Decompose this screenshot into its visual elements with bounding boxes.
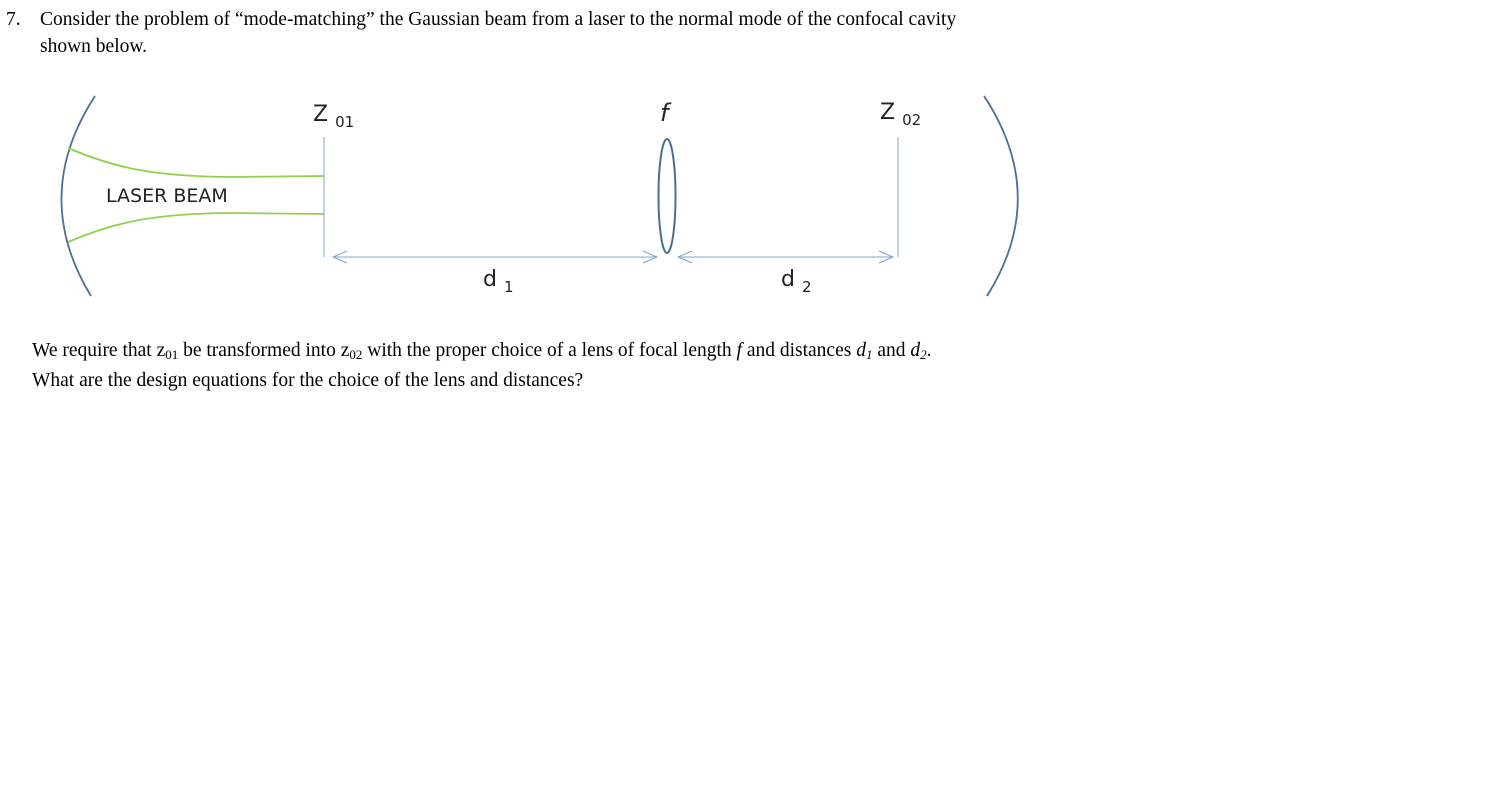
right-mirror: [984, 96, 1018, 296]
d1-label: [483, 267, 514, 296]
z01-label-sub: 01: [335, 113, 355, 131]
d1-symbol: d: [856, 340, 866, 361]
question-text-part: be transformed into z: [178, 340, 350, 361]
focal-length-symbol: f: [736, 340, 742, 361]
d1-subscript: 1: [865, 347, 873, 362]
d2-subscript: 2: [920, 347, 927, 362]
d1-label-sub: 1: [503, 278, 514, 296]
problem-intro-line-1: Consider the problem of “mode-matching” the Gaussian beam from a laser to the normal mode of the confocal cavity: [40, 9, 957, 30]
question-text-part: We require that z: [32, 340, 166, 361]
question-text-part: .: [926, 340, 932, 361]
lens-focal-length-label: f: [660, 99, 669, 127]
z02-label: [880, 100, 921, 129]
left-mirror: [61, 96, 95, 296]
problem-number: 7.: [6, 9, 21, 30]
z02-subscript: 02: [349, 347, 363, 362]
question-text: [32, 338, 1092, 394]
question-line-2: What are the design equations for the choice of the lens and distances?: [32, 370, 584, 391]
d2-label: [781, 267, 812, 296]
problem-intro-line-2: shown below.: [40, 36, 148, 57]
laser-beam-upper-edge: [68, 148, 324, 177]
d1-label-main: d: [483, 267, 497, 292]
question-line-1: [32, 338, 1092, 368]
z02-label-main: Z: [880, 100, 896, 125]
question-text-part: and: [872, 340, 911, 361]
d2-symbol: d: [910, 340, 921, 361]
lens: [659, 139, 676, 253]
z01-label: [313, 102, 354, 131]
laser-beam-lower-edge: [68, 213, 324, 242]
d2-dimension-arrow: [678, 251, 893, 263]
d1-dimension-arrow: [333, 251, 657, 263]
z01-label-main: Z: [313, 102, 329, 127]
z02-label-sub: 02: [902, 111, 922, 129]
d2-label-sub: 2: [801, 278, 812, 296]
z01-subscript: 01: [165, 347, 179, 362]
laser-beam-label: LASER BEAM: [106, 185, 228, 207]
question-text-part: and distances: [741, 340, 857, 361]
question-text-part: with the proper choice of a lens of focal length: [362, 340, 737, 361]
d2-label-main: d: [781, 267, 795, 292]
mode-matching-diagram: [0, 0, 1100, 320]
